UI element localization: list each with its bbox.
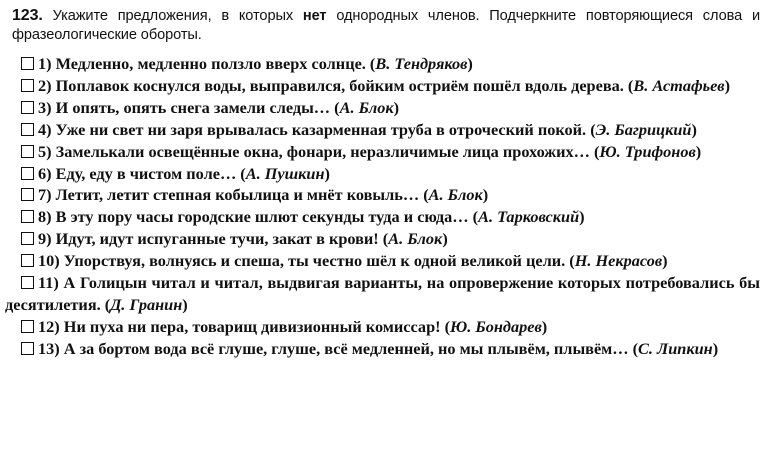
sentence-list	[5, 53, 760, 360]
answer-checkbox[interactable]	[21, 145, 34, 158]
sentence-number: 6)	[38, 163, 52, 183]
sentence-item	[5, 141, 760, 163]
sentence-item	[5, 53, 760, 75]
sentence-item	[5, 206, 760, 228]
sentence-number: 11)	[38, 273, 59, 293]
sentence-text: И опять, опять снега замели следы… (	[55, 97, 340, 117]
sentence-end: )	[442, 229, 448, 249]
sentence-end: )	[182, 294, 188, 314]
sentence-text: Поплавок коснулся воды, выправился, бойким остриём пошёл вдоль дерева. (	[55, 75, 634, 95]
sentence-item	[5, 75, 760, 97]
sentence-author: В. Тендряков	[375, 54, 468, 73]
answer-checkbox[interactable]	[21, 276, 34, 289]
sentence-text: А за бортом вода всё глуше, глуше, всё медленней, но мы плывём, плывём… (	[63, 338, 639, 358]
sentence-item	[5, 272, 760, 316]
sentence-end: )	[695, 141, 702, 161]
sentence-item	[5, 119, 760, 141]
task-text-before: Укажите предложения, в которых	[42, 8, 303, 24]
task-text-after: однородных членов. Подчеркните повторяющиеся слова и фразеологические обороты.	[12, 8, 760, 43]
sentence-author: В. Астафьев	[633, 75, 725, 95]
sentence-number: 1)	[38, 54, 52, 73]
sentence-text: Уже ни свет ни заря врывалась казарменная труба в отроческий покой. (	[55, 119, 596, 139]
answer-checkbox[interactable]	[21, 210, 34, 223]
sentence-number: 13)	[38, 338, 60, 358]
answer-checkbox[interactable]	[21, 167, 34, 180]
sentence-number: 7)	[38, 185, 52, 205]
sentence-end: )	[324, 163, 330, 183]
sentence-end: )	[691, 119, 697, 139]
sentence-end: )	[662, 251, 668, 271]
task-instruction	[12, 6, 760, 45]
sentence-text: Еду, еду в чистом поле… (	[55, 163, 246, 183]
sentence-text: Замелькали освещённые окна, фонари, неразличимые лица прохожих… (	[55, 141, 600, 161]
sentence-end: )	[393, 97, 400, 117]
sentence-number: 5)	[38, 141, 52, 161]
sentence-item	[5, 338, 760, 360]
sentence-text: В эту пору часы городские шлют секунды туда и сюда… (	[55, 207, 479, 227]
sentence-number: 9)	[38, 229, 52, 249]
answer-checkbox[interactable]	[21, 254, 34, 267]
answer-checkbox[interactable]	[21, 79, 34, 92]
sentence-number: 8)	[38, 207, 52, 227]
sentence-author: С. Липкин	[638, 338, 713, 358]
sentence-end: )	[541, 316, 548, 336]
answer-checkbox[interactable]	[21, 101, 34, 114]
answer-checkbox[interactable]	[21, 232, 34, 245]
sentence-text: Ни пуха ни пера, товарищ дивизионный комиссар! (	[63, 316, 451, 336]
sentence-item	[5, 250, 760, 272]
sentence-item	[5, 316, 760, 338]
sentence-author: А. Пушкин	[245, 163, 325, 183]
sentence-author: Н. Некрасов	[574, 251, 663, 271]
sentence-text: Упорствуя, волнуясь и спеша, ты честно шёл к одной великой цели. (	[63, 251, 575, 271]
sentence-author: А. Тарковский	[478, 207, 580, 227]
sentence-number: 12)	[38, 316, 60, 336]
sentence-number: 4)	[38, 119, 52, 139]
task-keyword: нет	[302, 8, 327, 24]
sentence-end: )	[712, 338, 719, 358]
sentence-author: Д. Гранин	[110, 294, 183, 314]
sentence-item	[5, 184, 760, 206]
sentence-author: Ю. Трифонов	[599, 141, 696, 161]
sentence-text: Идут, идут испуганные тучи, закат в крови! (	[55, 229, 389, 249]
sentence-end: )	[467, 54, 473, 73]
sentence-text: А Голицын читал и читал, выдвигая варианты, на опровержение которых потребовались бы десятилетия. (	[5, 273, 760, 314]
answer-checkbox[interactable]	[21, 320, 34, 333]
sentence-item	[5, 163, 760, 185]
sentence-item	[5, 97, 760, 119]
answer-checkbox[interactable]	[21, 342, 34, 355]
sentence-item	[5, 228, 760, 250]
sentence-end: )	[482, 185, 489, 205]
sentence-author: А. Блок	[388, 229, 443, 249]
answer-checkbox[interactable]	[21, 188, 34, 201]
sentence-number: 2)	[38, 75, 52, 95]
sentence-end: )	[724, 75, 730, 95]
answer-checkbox[interactable]	[21, 123, 34, 136]
sentence-number: 3)	[38, 97, 52, 117]
sentence-author: Э. Багрицкий	[595, 119, 692, 139]
sentence-number: 10)	[38, 251, 60, 271]
sentence-end: )	[579, 207, 585, 227]
task-number: 123.	[12, 7, 43, 24]
sentence-author: А. Блок	[339, 97, 394, 117]
sentence-author: Ю. Бондарев	[450, 316, 542, 336]
sentence-author: А. Блок	[428, 185, 483, 205]
sentence-text: Летит, летит степная кобылица и мнёт ковыль… (	[55, 185, 429, 205]
sentence-text: Медленно, медленно ползло вверх солнце. (	[55, 54, 376, 73]
answer-checkbox[interactable]	[21, 57, 34, 70]
